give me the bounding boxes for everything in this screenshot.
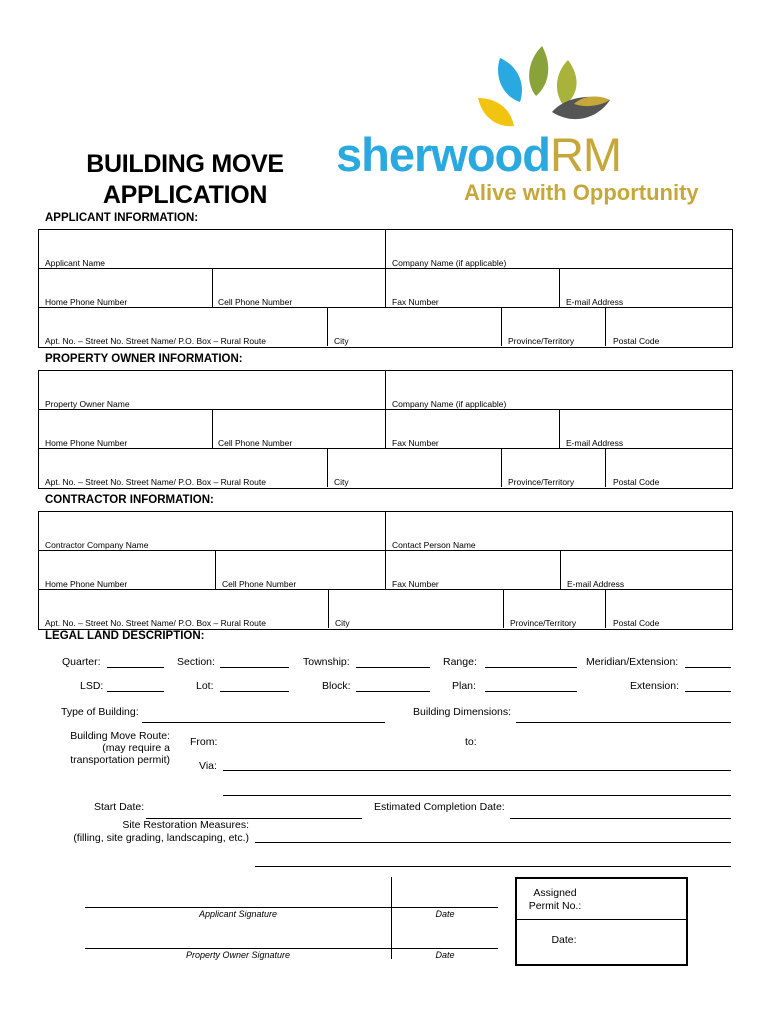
owner-cell-phone-label: Cell Phone Number [218, 438, 293, 448]
contractor-province-label: Province/Territory [510, 618, 577, 628]
meridian-input[interactable] [685, 667, 731, 668]
applicant-cell-phone-label: Cell Phone Number [218, 297, 293, 307]
owner-name-label: Property Owner Name [45, 399, 130, 409]
owner-postal-label: Postal Code [613, 477, 660, 487]
owner-street-label: Apt. No. – Street No. Street Name/ P.O. Box – Rural Route [45, 477, 266, 487]
owner-signature-line[interactable] [85, 948, 498, 949]
owner-city-label: City [334, 477, 349, 487]
leaf-logo-icon [470, 40, 630, 140]
title-line-1: BUILDING MOVE [86, 150, 284, 178]
applicant-postal-label: Postal Code [613, 336, 660, 346]
applicant-name-label: Applicant Name [45, 258, 106, 268]
contractor-name-label: Contractor Company Name [45, 540, 149, 550]
plan-label: Plan: [452, 680, 476, 692]
owner-email-label: E-mail Address [566, 438, 624, 448]
owner-company-label: Company Name (if applicable) [392, 399, 507, 409]
move-route-line-3: transportation permit) [70, 754, 170, 766]
owner-signature-label: Property Owner Signature [185, 950, 291, 960]
section-legal: LEGAL LAND DESCRIPTION: [45, 630, 205, 642]
route-extra-input[interactable] [223, 795, 731, 796]
permit-date-field[interactable] [600, 922, 682, 960]
brand-suffix: RM [549, 128, 622, 181]
assigned-line-2: Permit No.: [528, 900, 582, 912]
start-date-label: Start Date: [94, 801, 145, 813]
contractor-street-label: Apt. No. – Street No. Street Name/ P.O. Box – Rural Route [45, 618, 266, 628]
assigned-line-1: Assigned [533, 887, 577, 899]
contractor-city-label: City [335, 618, 350, 628]
building-dimensions-input[interactable] [516, 722, 731, 723]
contractor-fax-label: Fax Number [392, 579, 439, 589]
applicant-signature-label: Applicant Signature [198, 909, 278, 919]
brand-tagline: Alive with Opportunity [464, 180, 699, 205]
section-owner: PROPERTY OWNER INFORMATION: [45, 353, 243, 365]
site-restoration-input-1[interactable] [255, 842, 731, 843]
type-of-building-input[interactable] [142, 722, 385, 723]
permit-number-field[interactable] [600, 880, 682, 917]
applicant-home-phone-label: Home Phone Number [45, 297, 128, 307]
applicant-fax-label: Fax Number [392, 297, 439, 307]
building-dimensions-label: Building Dimensions: [413, 706, 512, 718]
township-input[interactable] [356, 667, 430, 668]
township-label: Township: [303, 656, 350, 668]
move-route-line-2: (may require a [102, 742, 170, 754]
block-label: Block: [322, 680, 351, 692]
applicant-signature-line[interactable] [85, 907, 498, 908]
section-applicant: APPLICANT INFORMATION: [45, 212, 199, 224]
contractor-cell-phone-label: Cell Phone Number [222, 579, 297, 589]
brand-main: sherwood [336, 128, 550, 181]
contractor-email-label: E-mail Address [567, 579, 625, 589]
owner-province-label: Province/Territory [508, 477, 575, 487]
lot-label: Lot: [196, 680, 214, 692]
brand-wordmark [336, 130, 621, 180]
owner-fax-label: Fax Number [392, 438, 439, 448]
title-line-2: APPLICATION [102, 181, 268, 209]
lot-input[interactable] [220, 691, 289, 692]
site-restoration-label [60, 819, 249, 845]
applicant-city-label: City [334, 336, 349, 346]
block-input[interactable] [356, 691, 430, 692]
section-input[interactable] [220, 667, 289, 668]
contractor-postal-label: Postal Code [613, 618, 660, 628]
range-label: Range: [443, 656, 477, 668]
contractor-home-phone-label: Home Phone Number [45, 579, 128, 589]
via-label: Via: [199, 760, 217, 772]
range-input[interactable] [485, 667, 577, 668]
section-label: Section: [177, 656, 215, 668]
date-label-1: Date [435, 909, 455, 919]
plan-input[interactable] [485, 691, 577, 692]
type-of-building-label: Type of Building: [61, 706, 139, 718]
applicant-company-label: Company Name (if applicable) [392, 258, 507, 268]
applicant-email-label: E-mail Address [566, 297, 624, 307]
section-contractor: CONTRACTOR INFORMATION: [45, 494, 214, 506]
quarter-label: Quarter: [62, 656, 101, 668]
contractor-contact-label: Contact Person Name [392, 540, 476, 550]
lsd-input[interactable] [107, 691, 164, 692]
site-restoration-input-2[interactable] [255, 866, 731, 867]
meridian-label: Meridian/Extension: [586, 656, 679, 668]
lsd-label: LSD: [80, 680, 104, 692]
applicant-province-label: Province/Territory [508, 336, 575, 346]
to-label: to: [465, 736, 477, 748]
from-label: From: [190, 736, 218, 748]
move-route-label [56, 730, 170, 766]
completion-date-label: Estimated Completion Date: [374, 801, 505, 813]
applicant-street-label: Apt. No. – Street No. Street Name/ P.O. Box – Rural Route [45, 336, 266, 346]
extension-input[interactable] [685, 691, 731, 692]
date-label-2: Date [435, 950, 455, 960]
site-restoration-line-2: (filling, site grading, landscaping, etc.) [73, 832, 249, 844]
move-route-line-1: Building Move Route: [70, 730, 170, 742]
permit-date-label: Date: [551, 934, 577, 946]
via-input[interactable] [223, 770, 731, 771]
site-restoration-line-1: Site Restoration Measures: [122, 819, 249, 831]
assigned-permit-label [517, 887, 593, 913]
completion-date-input[interactable] [510, 818, 731, 819]
owner-home-phone-label: Home Phone Number [45, 438, 128, 448]
page-title [60, 149, 310, 211]
extension-label: Extension: [630, 680, 680, 692]
quarter-input[interactable] [107, 667, 164, 668]
